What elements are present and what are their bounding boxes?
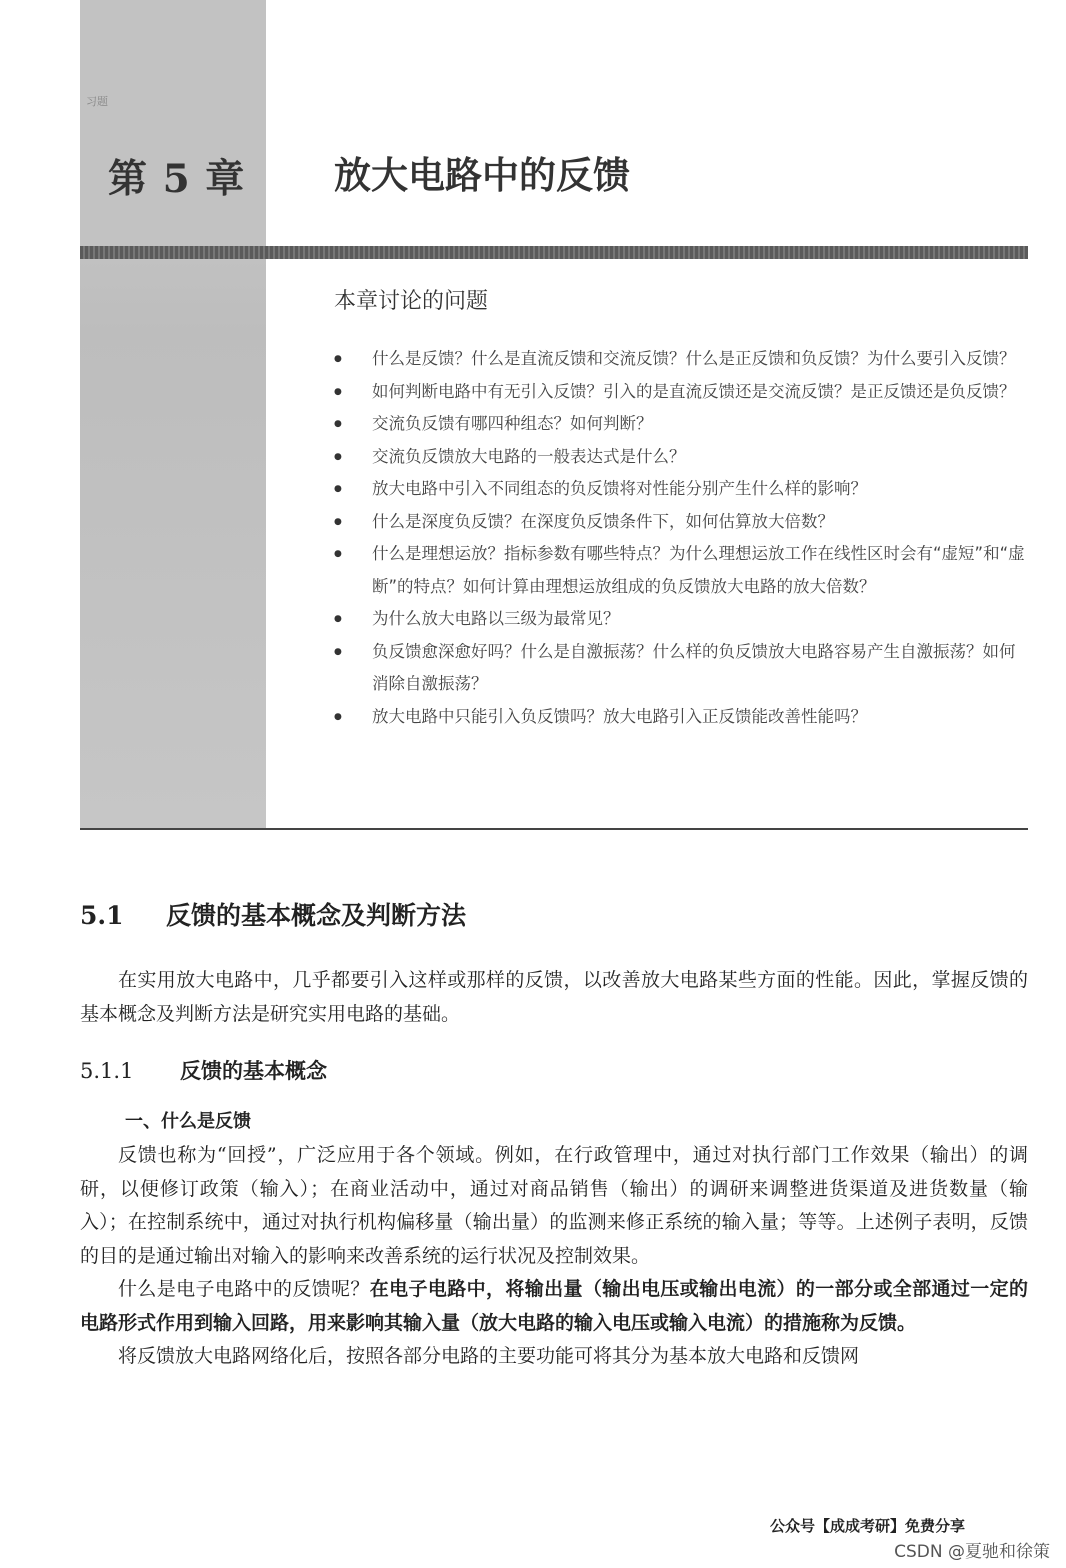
subsection-number: 5.1.1 (80, 1059, 134, 1083)
paragraph-2-definition: 在电子电路中，将输出量（输出电压或输出电流）的一部分或全部通过一定的电路形式作用到输入回路，用来影响其输入量（放大电路的输入电压或输入电流）的措施称为反馈。 (80, 1278, 1028, 1334)
question-item: ● 什么是理想运放？指标参数有哪些特点？为什么理想运放工作在线性区时会有“虚短”和“虚断”的特点？如何计算由理想运放组成的负反馈放大电路的放大倍数？ (334, 538, 1030, 603)
footer-note: 公众号【成成考研】免费分享 (770, 1517, 966, 1535)
section-intro-text: 在实用放大电路中，几乎都要引入这样或那样的反馈，以改善放大电路某些方面的性能。因此，掌握反馈的基本概念及判断方法是研究实用电路的基础。 (80, 969, 1028, 1025)
question-item: ● 什么是反馈？什么是直流反馈和交流反馈？什么是正反馈和负反馈？为什么要引入反馈？ (334, 343, 1030, 376)
question-item: ● 交流负反馈放大电路的一般表达式是什么？ (334, 441, 1030, 474)
question-item: ● 放大电路中只能引入负反馈吗？放大电路引入正反馈能改善性能吗？ (334, 701, 1030, 734)
section-number: 5.1 (80, 901, 124, 930)
section-title (80, 896, 466, 932)
chapter-number: 第 5 章 (108, 156, 246, 202)
section-intro (80, 964, 1028, 1031)
subsection-title (80, 1055, 327, 1085)
subsection-title-text: 反馈的基本概念 (180, 1058, 327, 1083)
watermark: CSDN @夏驰和徐策 (894, 1542, 1050, 1562)
question-item: ● 如何判断电路中有无引入反馈？引入的是直流反馈还是交流反馈？是正反馈还是负反馈？ (334, 376, 1030, 409)
body-text (80, 1139, 1028, 1374)
paragraph-3: 将反馈放大电路网络化后，按照各部分电路的主要功能可将其分为基本放大电路和反馈网 (118, 1345, 860, 1367)
section-title-text: 反馈的基本概念及判断方法 (166, 901, 467, 930)
questions-heading: 本章讨论的问题 (334, 289, 489, 314)
paragraph-2-lead: 什么是电子电路中的反馈呢？ (118, 1278, 370, 1300)
question-item: ● 交流负反馈有哪四种组态？如何判断？ (334, 408, 1030, 441)
chapter-title: 放大电路中的反馈 (334, 153, 630, 197)
paragraph-2 (80, 1273, 1028, 1340)
chapter-side-panel-top (80, 0, 266, 245)
question-item: ● 负反馈愈深愈好吗？什么是自激振荡？什么样的负反馈放大电路容易产生自激振荡？如何消除自激振荡？ (334, 636, 1030, 701)
question-item: ● 放大电路中引入不同组态的负反馈将对性能分别产生什么样的影响？ (334, 473, 1030, 506)
margin-mark: 习题 (86, 95, 108, 108)
questions-bottom-rule (80, 828, 1028, 830)
question-item: ● 为什么放大电路以三级为最常见？ (334, 603, 1030, 636)
paragraph-1: 反馈也称为“回授”，广泛应用于各个领域。例如，在行政管理中，通过对执行部门工作效果（输出）的调研，以便修订政策（输入）；在商业活动中，通过对商品销售（输出）的调研来调整进货渠道及进货数量（输入）；在控制系统中，通过对执行机构偏移量（输出量）的监测来修正系统的输入量；等等。上述例子表明，反馈的目的是通过输出对输入的影响来改善系统的运行状况及控制效果。 (80, 1144, 1028, 1267)
chapter-divider-band (80, 246, 1028, 259)
questions-list (334, 343, 1030, 733)
question-item: ● 什么是深度负反馈？在深度负反馈条件下，如何估算放大倍数？ (334, 506, 1030, 539)
item-heading: 一、什么是反馈 (125, 1111, 251, 1132)
